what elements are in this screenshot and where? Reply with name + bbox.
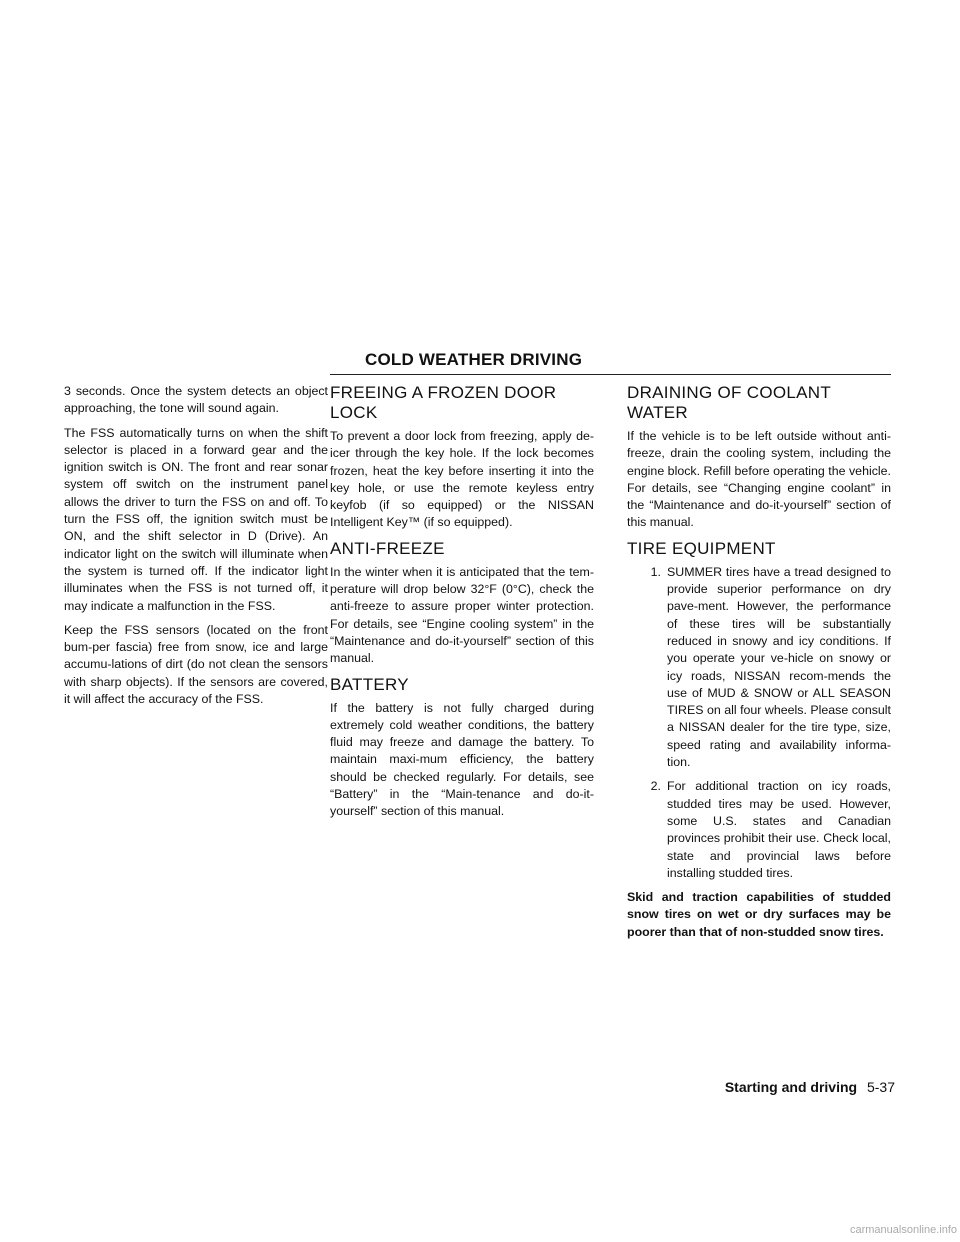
list-item	[627, 778, 891, 882]
page-number: 5-37	[866, 1079, 895, 1095]
section-divider	[330, 374, 891, 375]
paragraph: The FSS automatically turns on when the shift selector is placed in a forward gear and the ignition switch is ON. The front and rear sonar system off switch on the instrument panel allows the driver to turn the FSS on and off. To turn the FSS off, the ignition switch must be ON, and the shift selector in D (Drive). An indicator light on the switch will illuminate when the system is turned off. If the indicator light illuminates when the FSS is not turned off, it may indicate a malfunction in the FSS.	[64, 425, 328, 613]
paragraph: To prevent a door lock from freezing, apply de-icer through the key hole. If the lock becomes frozen, heat the key before inserting it into the key hole, or use the remote keyless entry keyfob (if so equipped) or the NISSAN Intelligent Key™ (if so equipped).	[330, 429, 594, 530]
heading-battery: BATTERY	[330, 674, 409, 694]
list-item	[627, 564, 891, 772]
paragraph: In the winter when it is anticipated that the tem-perature will drop below 32°F (0°C), check the anti-freeze to assure proper winter protection. For details, see “Engine cooling system” in the “Maintenance and do-it-yourself” section of this manual.	[330, 564, 594, 666]
list-text: For additional traction on icy roads, studded tires may be used. However, some U.S. states and Canadian provinces prohibit their use. Check local, state and provincial laws before installing studded tires.	[667, 779, 891, 880]
column-left	[64, 383, 328, 715]
section-title: COLD WEATHER DRIVING	[365, 350, 583, 369]
paragraph: Keep the FSS sensors (located on the front bum-per fascia) free from snow, ice and large accumu-lations of dirt (do not clean the sensors with sharp objects). If the sensors are covered, it will affect the accuracy of the FSS.	[64, 622, 328, 707]
page-footer	[690, 1079, 895, 1095]
paragraph: If the battery is not fully charged during extremely cold weather conditions, the battery fluid may freeze and damage the battery. To maintain maxi-mum efficiency, the battery should be checked regularly. For details, see “Battery” in the “Main-tenance and do-it-yourself” section of this manual.	[330, 700, 594, 819]
column-middle	[330, 383, 594, 828]
heading-coolant: DRAINING OF COOLANT WATER	[627, 383, 831, 422]
column-right	[627, 383, 891, 948]
warning-note: Skid and traction capabilities of studded snow tires on wet or dry surfaces may be poorer than that of non-studded snow tires.	[627, 890, 891, 939]
heading-anti-freeze: ANTI-FREEZE	[330, 538, 445, 558]
watermark: carmanualsonline.info	[849, 1224, 957, 1236]
list-text: SUMMER tires have a tread designed to provide superior performance on dry pave-ment. However, the performance of these tires will be substantially reduced in snowy and icy conditions. If you operate your ve-hicle on snowy or icy roads, NISSAN recom-mends the use of MUD & SNOW or ALL SEASON TIRES on all four wheels. Please consult a NISSAN dealer for the tire type, size, speed rating and availability informa-tion.	[667, 564, 891, 770]
paragraph: 3 seconds. Once the system detects an object approaching, the tone will sound again.	[64, 384, 328, 416]
list-number: 1.	[650, 564, 661, 579]
chapter-title: Starting and driving	[724, 1079, 858, 1095]
heading-frozen-door-lock: FREEING A FROZEN DOOR LOCK	[330, 383, 557, 422]
paragraph: If the vehicle is to be left outside without anti-freeze, drain the cooling system, including the engine block. Refill before operating the vehicle. For details, see “Changing engine coolant” in the “Maintenance and do-it-yourself” section of this manual.	[627, 429, 891, 530]
list-number: 2.	[650, 779, 661, 794]
heading-tire-equipment: TIRE EQUIPMENT	[627, 538, 776, 558]
